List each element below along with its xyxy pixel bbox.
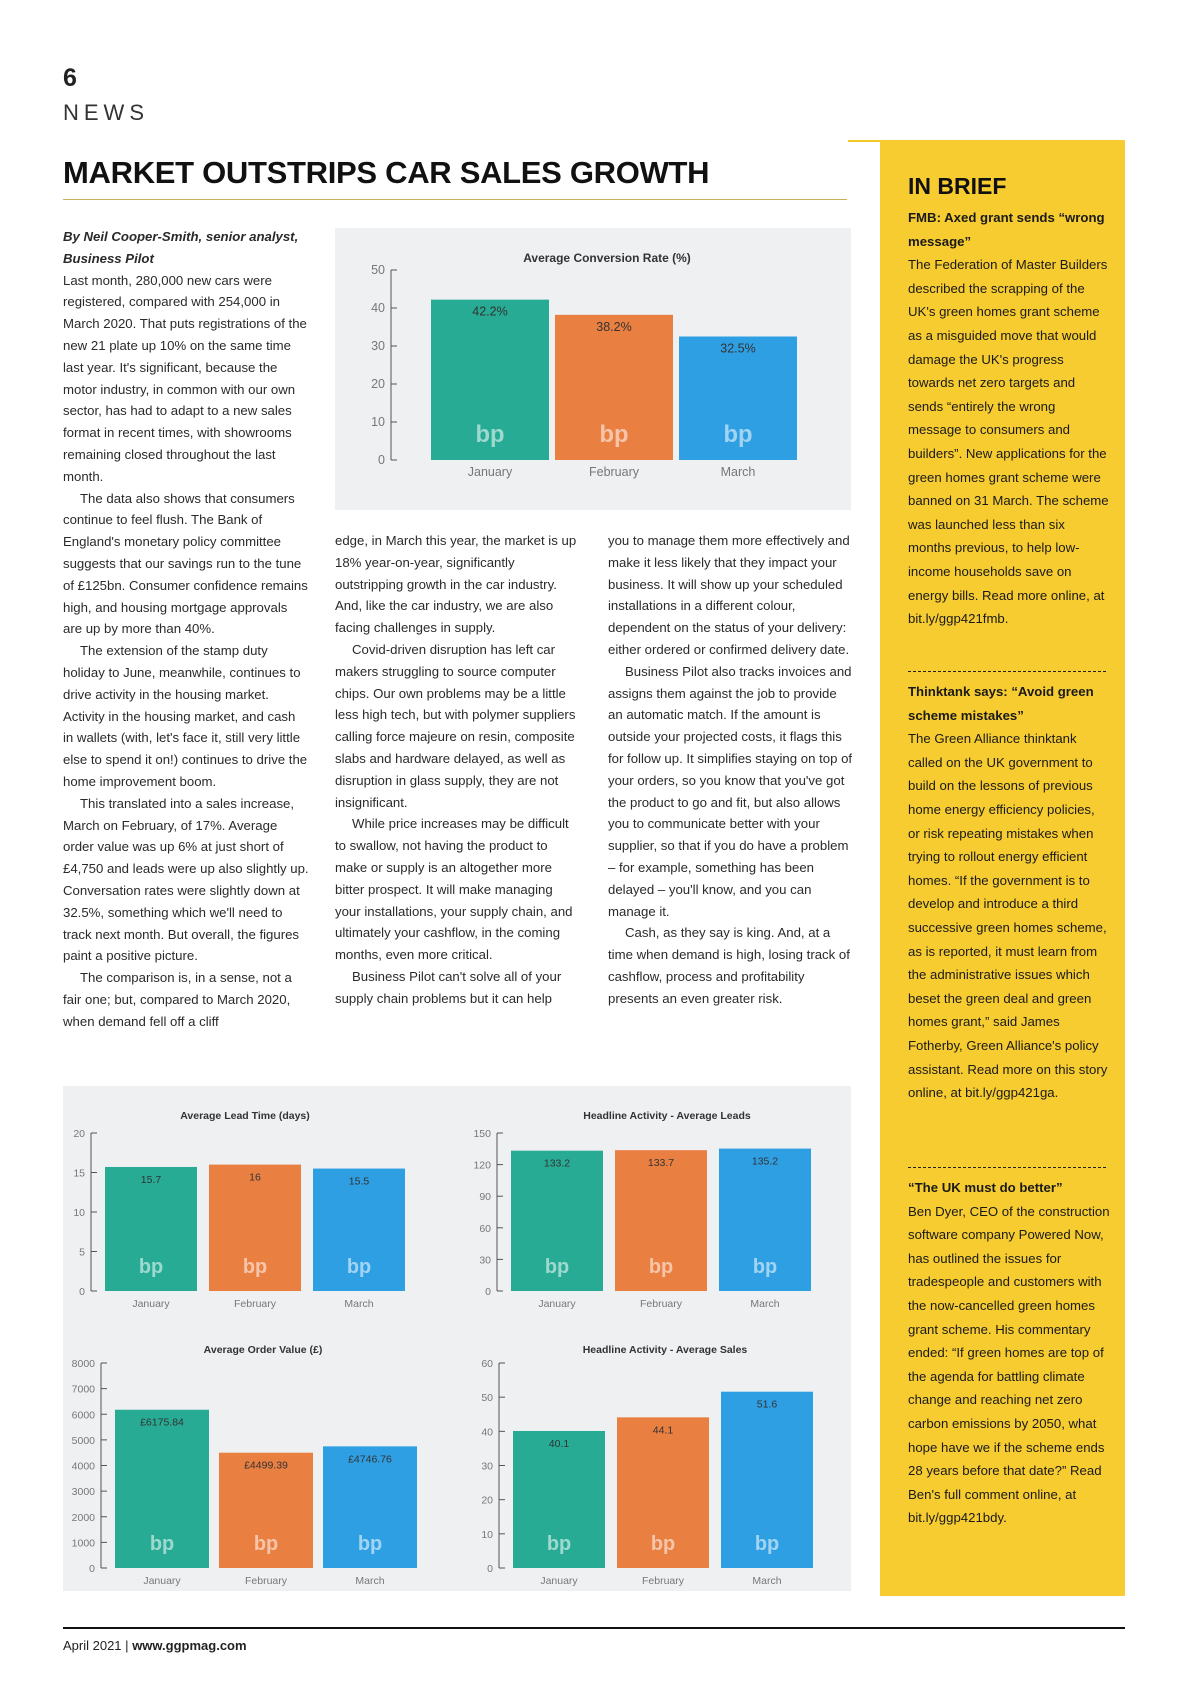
article-column-2 bbox=[335, 530, 581, 1010]
order-value-chart bbox=[63, 1338, 457, 1591]
y-tick-label: 30 bbox=[481, 1460, 493, 1473]
data-label: 133.2 bbox=[543, 1157, 571, 1170]
chart-title: Headline Activity - Average Sales bbox=[582, 1344, 748, 1356]
x-tick-label: February bbox=[244, 1575, 288, 1587]
brief-story-headline: Thinktank says: “Avoid green scheme mistakes” bbox=[908, 684, 1094, 723]
data-label: 38.2% bbox=[596, 319, 632, 334]
paragraph: Cash, as they say is king. And, at a time when demand is high, losing track of cashflow, process and profitability presents an even greater risk. bbox=[608, 925, 850, 1006]
paragraph: This translated into a sales increase, March on February, of 17%. Average order value was up 6% at just short of £4,750 and leads were up also slightly up. Conversation rates were slightly down at 32.5%, something which we'll need to track next month. But overall, the figures paint a positive picture. bbox=[63, 795, 309, 964]
y-tick-label: 30 bbox=[371, 339, 385, 353]
brief-story-headline: “The UK must do better” bbox=[908, 1180, 1063, 1195]
paragraph: Last month, 280,000 new cars were registered, compared with 254,000 in March 2020. That puts registrations of the new 21 plate up 10% on the same time last year. It's significant, because the motor industry, in common with our own sector, has had to adapt to a new sales format in recent times, with showrooms remaining closed throughout the last month. bbox=[63, 272, 307, 484]
data-label: 15.5 bbox=[348, 1175, 370, 1188]
y-tick-label: 0 bbox=[79, 1286, 85, 1298]
brief-separator bbox=[908, 1167, 1106, 1168]
y-tick-label: 120 bbox=[473, 1159, 491, 1172]
watermark-logo: bp bbox=[546, 1533, 572, 1555]
y-tick-label: 3000 bbox=[71, 1486, 95, 1499]
watermark-logo: bp bbox=[346, 1256, 372, 1278]
brief-story-headline: FMB: Axed grant sends “wrong message” bbox=[908, 210, 1105, 249]
x-tick-label: January bbox=[540, 1575, 578, 1587]
in-brief-heading: IN BRIEF bbox=[908, 173, 1007, 199]
y-tick-label: 5 bbox=[79, 1246, 85, 1259]
x-tick-label: February bbox=[233, 1298, 277, 1310]
conversion-rate-chart bbox=[335, 228, 851, 510]
watermark-logo: bp bbox=[149, 1533, 175, 1555]
y-tick-label: 50 bbox=[481, 1392, 493, 1405]
paragraph: you to manage them more effectively and make it less likely that they impact your business. It will show up your scheduled installations in a different colour, dependent on the status of your delivery: either ordered or confirmed delivery date. bbox=[608, 533, 850, 657]
data-label: £4499.39 bbox=[244, 1459, 288, 1472]
data-label: £6175.84 bbox=[140, 1416, 184, 1429]
footer-rule bbox=[63, 1627, 1125, 1629]
footer-divider: | bbox=[125, 1638, 129, 1653]
chart-title: Average Conversion Rate (%) bbox=[523, 251, 691, 265]
brief-story-body: The Green Alliance thinktank called on the UK government to build on the lessons of previous home energy efficiency policies, or risk repeating mistakes when trying to rollout energy efficient homes. “If the government is to develop and introduce a third successive green homes scheme, as is reported, it must learn from the administrative issues which beset the green deal and green homes grant,” said James Fotherby, Green Alliance's policy assistant. Read more on this story online, at bit.ly/ggp421ga. bbox=[908, 731, 1108, 1101]
watermark-logo: bp bbox=[138, 1256, 164, 1278]
y-tick-label: 40 bbox=[481, 1426, 493, 1439]
brief-story bbox=[908, 680, 1110, 1105]
x-tick-label: March bbox=[752, 1575, 782, 1587]
y-tick-label: 2000 bbox=[71, 1511, 95, 1524]
y-tick-label: 7000 bbox=[71, 1383, 95, 1396]
x-tick-label: January bbox=[143, 1575, 181, 1587]
y-tick-label: 50 bbox=[371, 263, 385, 277]
paragraph: The comparison is, in a sense, not a fair one; but, compared to March 2020, when demand fell off a cliff bbox=[63, 970, 292, 1029]
y-tick-label: 30 bbox=[479, 1254, 491, 1267]
y-tick-label: 8000 bbox=[71, 1358, 95, 1370]
article-headline: MARKET OUTSTRIPS CAR SALES GROWTH bbox=[63, 155, 847, 200]
x-tick-label: February bbox=[639, 1298, 683, 1310]
data-label: 44.1 bbox=[652, 1424, 674, 1437]
footer bbox=[63, 1638, 247, 1653]
brief-story bbox=[908, 1176, 1110, 1530]
x-tick-label: March bbox=[344, 1298, 374, 1310]
paragraph: The extension of the stamp duty holiday to June, meanwhile, continues to drive activity in the housing market. Activity in the housing market, and cash in wallets (with, let's face it, still very little else to spend it on!) continues to drive the home improvement boom. bbox=[63, 643, 308, 789]
data-label: 42.2% bbox=[472, 304, 508, 319]
y-tick-label: 0 bbox=[378, 453, 385, 467]
y-tick-label: 4000 bbox=[71, 1460, 95, 1473]
watermark-logo: bp bbox=[754, 1533, 780, 1555]
brief-story bbox=[908, 206, 1110, 631]
watermark-logo: bp bbox=[475, 421, 505, 448]
paragraph: Business Pilot also tracks invoices and assigns them against the job to provide an automatic match. If the amount is outside your projected costs, it flags this for follow up. It simplifies staying on top of your orders, so you know that you've got the product to go and fit, but also allows you to communicate better with your supplier, so that if you do have a problem – for example, something has been delayed – you'll know, and you can manage it. bbox=[608, 663, 853, 919]
watermark-logo: bp bbox=[253, 1533, 279, 1555]
paragraph: Business Pilot can't solve all of your supply chain problems but it can help bbox=[335, 968, 562, 1006]
brief-separator bbox=[908, 671, 1106, 672]
x-tick-label: January bbox=[132, 1298, 170, 1310]
x-tick-label: March bbox=[750, 1298, 780, 1310]
lead-time-chart bbox=[63, 1086, 457, 1338]
brief-story-body: Ben Dyer, CEO of the construction software company Powered Now, has outlined the issues for tradespeople and customers with the now-cancelled green homes grant scheme. His commentary ended: “If green homes are top of the agenda for battling climate change and reaching net zero carbon emissions by 2050, what hope have we if the scheme ends 28 years before that date?” Read Ben's full comment online, at bit.ly/ggp421bdy. bbox=[908, 1203, 1110, 1526]
average-leads-chart bbox=[457, 1086, 851, 1338]
x-tick-label: March bbox=[355, 1575, 385, 1587]
y-tick-label: 20 bbox=[371, 377, 385, 391]
y-tick-label: 6000 bbox=[71, 1409, 95, 1422]
average-sales-chart bbox=[457, 1338, 851, 1591]
paragraph: Covid-driven disruption has left car makers struggling to source computer chips. Our own problems may be a little less high tech, but with polymer suppliers calling force majeure on resin, composite slabs and hardware delayed, as well as disruption in glass supply, they are not insignificant. bbox=[335, 641, 576, 810]
data-label: 15.7 bbox=[140, 1173, 162, 1186]
watermark-logo: bp bbox=[242, 1256, 268, 1278]
footer-date: April 2021 bbox=[63, 1638, 122, 1653]
y-tick-label: 40 bbox=[371, 301, 385, 315]
byline-author: By Neil Cooper-Smith, senior analyst, bbox=[63, 229, 299, 244]
y-tick-label: 0 bbox=[89, 1563, 95, 1575]
paragraph: While price increases may be difficult to swallow, not having the product to make or supply is an altogether more bitter prospect. It will make managing your installations, your supply chain, and ultimately your cashflow, in the coming months, even more critical. bbox=[335, 816, 573, 963]
chart-title: Average Order Value (£) bbox=[203, 1344, 323, 1356]
watermark-logo: bp bbox=[648, 1256, 674, 1278]
x-tick-label: March bbox=[720, 465, 756, 479]
y-tick-label: 5000 bbox=[71, 1434, 95, 1447]
data-label: 16 bbox=[249, 1171, 261, 1184]
brief-story-body: The Federation of Master Builders described the scrapping of the UK's green homes grant scheme as a misguided move that would damage the UK's progress towards net zero targets and sends “entirely the wrong message to consumers and builders”. New applications for the green homes grant scheme were banned on 31 March. The scheme was launched less than six months previous, to help low-income households save on energy bills. Read more online, at bit.ly/ggp421fmb. bbox=[908, 257, 1109, 627]
chart-title: Headline Activity - Average Leads bbox=[583, 1110, 751, 1122]
y-tick-label: 10 bbox=[481, 1528, 493, 1541]
article-column-3 bbox=[608, 530, 854, 1010]
y-tick-label: 1000 bbox=[71, 1537, 95, 1550]
watermark-logo: bp bbox=[723, 421, 753, 448]
y-tick-label: 20 bbox=[73, 1128, 85, 1140]
byline bbox=[63, 226, 309, 270]
y-tick-label: 0 bbox=[485, 1286, 491, 1298]
y-tick-label: 10 bbox=[73, 1207, 85, 1219]
x-tick-label: January bbox=[467, 465, 513, 479]
paragraph: The data also shows that consumers continue to feel flush. The Bank of England's monetary policy committee suggests that our savings run to the tune of £125bn. Consumer confidence remains high, and housing mortgage approvals are up by more than 40%. bbox=[63, 490, 308, 637]
x-tick-label: February bbox=[641, 1575, 685, 1587]
chart-title: Average Lead Time (days) bbox=[180, 1110, 310, 1122]
data-label: £4746.76 bbox=[348, 1453, 392, 1466]
page-number: 6 bbox=[63, 64, 77, 92]
watermark-logo: bp bbox=[357, 1533, 383, 1555]
y-tick-label: 60 bbox=[479, 1222, 491, 1235]
footer-url[interactable]: www.ggpmag.com bbox=[132, 1638, 247, 1653]
watermark-logo: bp bbox=[599, 421, 629, 448]
watermark-logo: bp bbox=[544, 1256, 570, 1278]
paragraph: edge, in March this year, the market is up 18% year-on-year, significantly outstripping growth in the car industry. And, like the car industry, we are also facing challenges in supply. bbox=[335, 533, 577, 636]
data-label: 133.7 bbox=[647, 1157, 675, 1170]
y-tick-label: 150 bbox=[473, 1128, 491, 1140]
article-column-1 bbox=[63, 226, 309, 1032]
data-label: 40.1 bbox=[548, 1437, 570, 1450]
y-tick-label: 90 bbox=[479, 1191, 491, 1204]
data-label: 135.2 bbox=[751, 1155, 779, 1168]
y-tick-label: 10 bbox=[371, 415, 385, 429]
x-tick-label: February bbox=[588, 465, 640, 479]
chart-grid-panel bbox=[63, 1086, 851, 1591]
watermark-logo: bp bbox=[650, 1533, 676, 1555]
y-tick-label: 20 bbox=[481, 1494, 493, 1507]
y-tick-label: 0 bbox=[487, 1563, 493, 1575]
x-tick-label: January bbox=[538, 1298, 576, 1310]
y-tick-label: 15 bbox=[73, 1167, 85, 1180]
data-label: 51.6 bbox=[756, 1398, 778, 1411]
watermark-logo: bp bbox=[752, 1256, 778, 1278]
y-tick-label: 60 bbox=[481, 1358, 493, 1370]
conversion-rate-chart-panel bbox=[335, 228, 851, 510]
data-label: 32.5% bbox=[720, 341, 756, 356]
byline-company: Business Pilot bbox=[63, 250, 154, 266]
section-label: NEWS bbox=[63, 100, 149, 125]
